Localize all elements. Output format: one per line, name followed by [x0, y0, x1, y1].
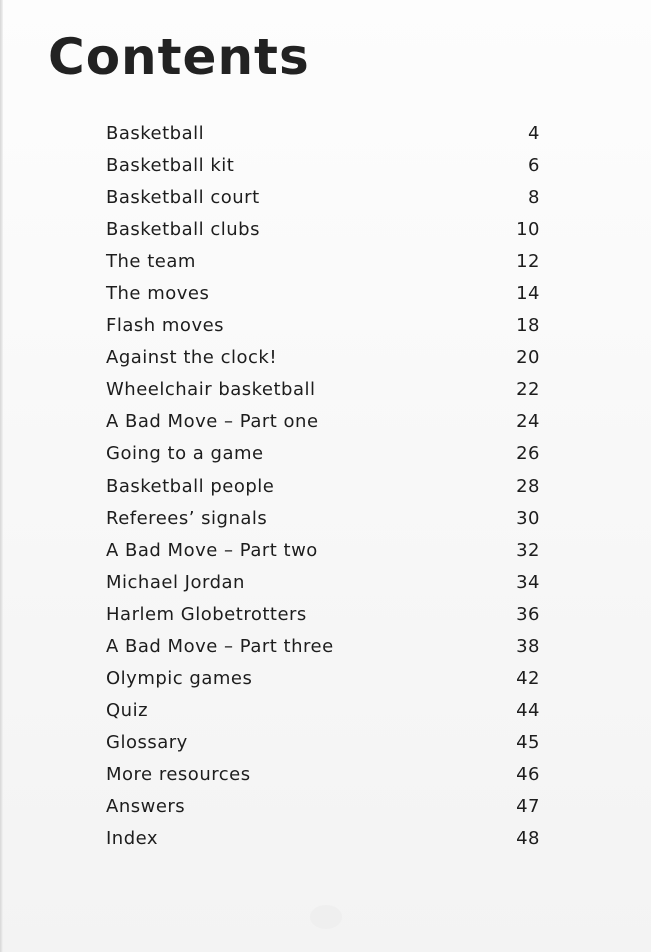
toc-entry-page: 18	[516, 315, 540, 337]
toc-entry[interactable]	[106, 604, 540, 636]
toc-entry[interactable]	[106, 572, 540, 604]
toc-entry-page: 38	[516, 635, 540, 657]
toc-entry[interactable]	[106, 700, 540, 732]
toc-entry-title: Harlem Globetrotters	[106, 603, 307, 625]
page-edge	[0, 0, 3, 952]
toc-entry[interactable]	[106, 411, 540, 443]
toc-entry-page: 6	[528, 155, 540, 177]
toc-entry-title: Basketball	[106, 123, 205, 144]
toc-entry-title: Flash moves	[106, 315, 225, 337]
toc-entry[interactable]	[106, 732, 540, 764]
toc-entry-title: The moves	[106, 283, 210, 305]
table-of-contents	[106, 123, 540, 860]
toc-entry-page: 36	[516, 603, 540, 625]
toc-entry[interactable]	[106, 668, 540, 700]
toc-entry-title: Going to a game	[106, 443, 264, 465]
toc-entry[interactable]	[106, 508, 540, 540]
toc-entry-page: 22	[516, 379, 540, 401]
toc-entry[interactable]	[106, 379, 540, 411]
toc-entry-page: 28	[516, 475, 540, 497]
toc-entry[interactable]	[106, 796, 540, 828]
toc-entry-title: A Bad Move – Part two	[106, 539, 318, 561]
toc-entry[interactable]	[106, 636, 540, 668]
toc-entry[interactable]	[106, 347, 540, 379]
toc-entry-title: The team	[106, 251, 196, 273]
toc-entry[interactable]	[106, 764, 540, 796]
toc-entry[interactable]	[106, 123, 540, 155]
toc-entry-title: Basketball kit	[106, 155, 235, 177]
toc-entry-title: A Bad Move – Part three	[106, 635, 334, 657]
toc-entry-title: Index	[106, 828, 159, 850]
toc-entry-page: 24	[516, 411, 540, 433]
toc-entry-title: Basketball clubs	[106, 219, 260, 241]
toc-entry-page: 32	[516, 539, 540, 561]
toc-entry-page: 26	[516, 443, 540, 465]
toc-entry[interactable]	[106, 155, 540, 187]
toc-entry-page: 47	[516, 795, 540, 817]
toc-entry-title: Basketball court	[106, 187, 260, 209]
toc-entry-page: 34	[516, 571, 540, 593]
toc-entry[interactable]	[106, 219, 540, 251]
page-footer-mark	[310, 905, 342, 929]
toc-entry[interactable]	[106, 443, 540, 475]
toc-entry[interactable]	[106, 476, 540, 508]
toc-entry[interactable]	[106, 540, 540, 572]
toc-entry[interactable]	[106, 315, 540, 347]
toc-entry-page: 12	[516, 251, 540, 273]
toc-entry-page: 4	[528, 123, 540, 144]
toc-entry-page: 48	[516, 828, 540, 850]
toc-entry-title: Against the clock!	[106, 347, 278, 369]
toc-entry-title: Michael Jordan	[106, 571, 245, 593]
toc-entry-page: 8	[528, 187, 540, 209]
toc-entry-title: Quiz	[106, 699, 149, 721]
toc-entry-page: 46	[516, 763, 540, 785]
toc-entry-title: More resources	[106, 763, 251, 785]
toc-entry[interactable]	[106, 283, 540, 315]
toc-entry-title: Olympic games	[106, 667, 253, 689]
toc-entry-title: A Bad Move – Part one	[106, 411, 319, 433]
toc-entry-title: Referees’ signals	[106, 507, 268, 529]
toc-entry-page: 44	[516, 699, 540, 721]
toc-entry-page: 20	[516, 347, 540, 369]
toc-entry[interactable]	[106, 828, 540, 860]
toc-entry-page: 30	[516, 507, 540, 529]
toc-entry-title: Answers	[106, 795, 186, 817]
toc-entry-page: 14	[516, 283, 540, 305]
toc-entry-page: 45	[516, 731, 540, 753]
toc-entry-title: Basketball people	[106, 475, 275, 497]
toc-entry-page: 42	[516, 667, 540, 689]
toc-entry[interactable]	[106, 251, 540, 283]
toc-entry-page: 10	[516, 219, 540, 241]
page-title: Contents	[48, 28, 310, 86]
toc-entry[interactable]	[106, 187, 540, 219]
toc-entry-title: Wheelchair basketball	[106, 379, 316, 401]
toc-entry-title: Glossary	[106, 731, 188, 753]
